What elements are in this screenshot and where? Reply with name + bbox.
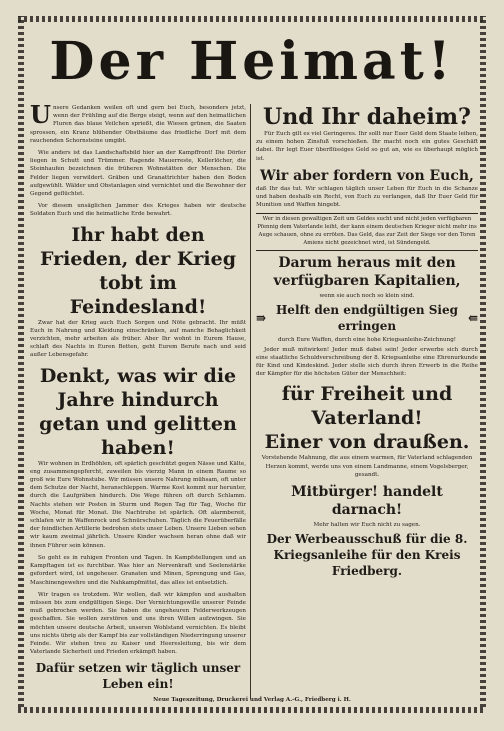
heading-and-you: Und Ihr daheim? <box>263 104 471 130</box>
arrow-left-icon: ⇚ <box>467 310 478 325</box>
paragraph-everyone: Jeder muß mitwirken! Jeder muß dabei sein! Jeder erwerbe sich durch eine staatliche Schuldverschreibung der 8. Kriegsanleihe eine Ehrenurkunde für Kind und Kindeskind. Jeder stelle sich durch ihren Erwerb in die Reihe der Kämpfer für die höchsten Güter der Menschheit: <box>256 346 478 378</box>
boxed-notice <box>256 213 478 250</box>
heading-freedom: für Freiheit und Vaterland! <box>281 383 453 430</box>
paragraph-subscription: durch Eure Waffen, durch eine hohe Kriegsanleihe-Zeichnung! <box>277 336 457 343</box>
drop-cap: U <box>30 100 51 129</box>
paragraph-lend-money: Für Euch gilt es viel Geringeres. Ihr sollt nur Euer Geld dem Staate leihen, zu einem hohen Zinsfuß vorschießen. Ihr macht noch ein gutes Geschäft dabei. Ihr legt Euer überflüssiges Geld so gut an, wie es überhaupt möglich ist. <box>256 131 478 162</box>
heading-signature: Einer von draußen. <box>264 431 470 454</box>
heading-capital: Darum heraus mit den verfügbaren Kapitalien, <box>273 254 461 289</box>
ornamental-border-bottom <box>18 707 486 713</box>
heading-peace: Ihr habt den Frieden, der Krieg tobt im Feindesland! <box>39 223 236 318</box>
paragraph-trenches: Wir wohnen in Erdhöhlen, oft spärlich geschützt gegen Nässe und Kälte, eng zusammengepfercht, zuweilen bis vierzig Mann in einem Raume so groß wie Eure Wohnstube. Wir müssen unsere Nahrung mühsam, oft unter dem Schutze der Nacht, heranschleppen. Warme Kost kommt nur herunter, durch die Laufgräben hindurch. Die Wege führen oft durch Schlamm. Nachts stehen wir Posten in Sturm und Regen Tag für Tag, Woche für Woche, Monat für Monat. Die Nachtruhe ist spärlich. Oft alarmbereit, schlafen wir in Waffenrock und Schnürschuhen. Täglich die Feuerüberfälle der feindlichen Artillerie bedrohen stets unser Leben. Unsere Lieben sehen wir kaum zweimal jährlich. Unsere Kinder wachsen heran ohne daß wir ihnen Führer sein können. <box>30 460 246 549</box>
paragraph-origin: Vorstehende Mahnung, die aus einem warmen, für Vaterland schlagenden Herzen kommt, werde uns von einem Landmanne, einem Vogelsberger, gesandt. <box>261 455 473 478</box>
heading-committee: Der Werbeausschuß für die 8. Kriegsanleihe für den Kreis Friedberg. <box>266 532 468 579</box>
heading-life: Dafür setzen wir täglich unser Leben ein! <box>35 661 241 692</box>
heading-we-demand: Wir aber fordern von Euch, <box>260 167 474 184</box>
ornamental-border-top <box>18 16 486 22</box>
ornamental-border-left <box>18 16 24 707</box>
paragraph-front: Wie anders ist das Landschaftsbild hier an der Kampffront! Die Dörfer liegen in Schutt und Trümmer. Ragende Mauerreste, Kellerlöcher, die Steinhaufen bezeichnen die früheren Wohnstätten der Menschen. Die Felder liegen verwildert. Gräben und Granattrichter haben den Boden aufgewühlt. Wälder und Obstanlagen sind vernichtet und die Bewohner der Gegend geflüchtet. <box>30 150 246 198</box>
victory-row <box>256 302 478 334</box>
left-column <box>30 100 246 692</box>
printer-imprint: Neue Tageszeitung, Druckerei und Verlag A.-G., Friedberg i. H. <box>153 697 351 703</box>
paragraph-nothing-more: Mehr halten wir Euch nicht zu sagen. <box>313 522 421 529</box>
paragraph-home-hardship: Zwar hat der Krieg auch Euch Sorgen und Nöte gebracht. Ihr müßt Euch in Nahrung und Kleidung einschränken, auf manche Behaglichkeit verzichten, mehr arbeiten als früher. Aber Ihr wohnt in Eurem Hause, schlaft des Nachts in Euren Betten, geht Eurem Berufe nach und seid außer Lebensgefahr. <box>30 319 246 359</box>
boxed-notice-text: Wer in diesen gewaltigen Zeit um Geldes sucht und nicht jeden verfügbaren Pfennig dem Vaterlande leiht, der kann einem deutschen Krieger nicht mehr ins Auge schauen, ohne zu erröten. Das Geld, das zur Zeit der Siege vor den Toren Amiens nicht gezeichnet wird, ist Sündengeld. <box>257 216 477 246</box>
ornamental-border-right <box>480 16 486 707</box>
paragraph-intro: Unsere Gedanken weilen oft und gern bei Euch, besonders jetzt, wenn der Frühling auf die Berge steigt, wenn auf den heimatlichen Fluren das blaue Veilchen sprießt, die Wiesen grünen, die Saaten sprossen, ein Kranz blühender Obstbäume das friedliche Dorf mit dem rauchenden Schornsteine umgibt. <box>30 100 246 144</box>
heading-citizens: Mitbürger! handelt darnach! <box>291 484 443 519</box>
arrow-right-icon: ⇛ <box>256 310 267 325</box>
paragraph-small: wenn sie auch noch so klein sind. <box>319 292 415 299</box>
poster-title: Der Heimat! <box>49 31 455 92</box>
paragraph-protection: Vor diesem unsäglichen Jammer des Krieges haben wir deutsche Soldaten Euch und die heimatliche Erde bewahrt. <box>30 203 246 218</box>
paragraph-battle: So geht es in ruhigen Fronten und Tagen. In Kampfstellungen und an Kampftagen ist es furchtbar. Was hier an Nervenkraft und Seelenstärke gefordert wird, ist ungeheuer. Granaten und Minen, Sprengung und Gas, Maschinengewehre und die Nahkampfmittel, das alles ist entsetzlich. <box>30 554 246 586</box>
paragraph-munition: daß Ihr das tut. Wir schlagen täglich unser Leben für Euch in die Schanze und haben deshalb ein Recht, von Euch zu verlangen, daß Ihr Euer Geld für Munition und Waffen hingebt. <box>256 185 478 209</box>
heading-victory: Helft den endgültigen Sieg erringen <box>275 302 459 333</box>
right-column <box>256 104 478 579</box>
heading-suffered: Denkt, was wir die Jahre hindurch getan und gelitten haben! <box>39 364 237 459</box>
column-divider <box>250 104 251 699</box>
paragraph-endure: Wir tragen es trotzdem. Wir wollen, daß wir kämpfen und aushalten müssen bis zum endgültigen Siege. Der Vernichtungswille unserer Feinde muß gebrochen werden. Sie haben die ungeheuren Felderwerkzeugen geschaffen. Sie wollen zerstören und uns ihren Willen aufzwingen. Sie möchten unsere deutsche Arbeit, unseren Wohlstand vernichten. Es bleibt uns nichts übrig als der Kampf bis zur vollständigen Niederringung unserer Feinde. Wir stehen treu zu Kaiser und Heeresleitung, bis wir dem Vaterlande Sicherheit und Frieden erkämpft haben. <box>30 591 246 656</box>
